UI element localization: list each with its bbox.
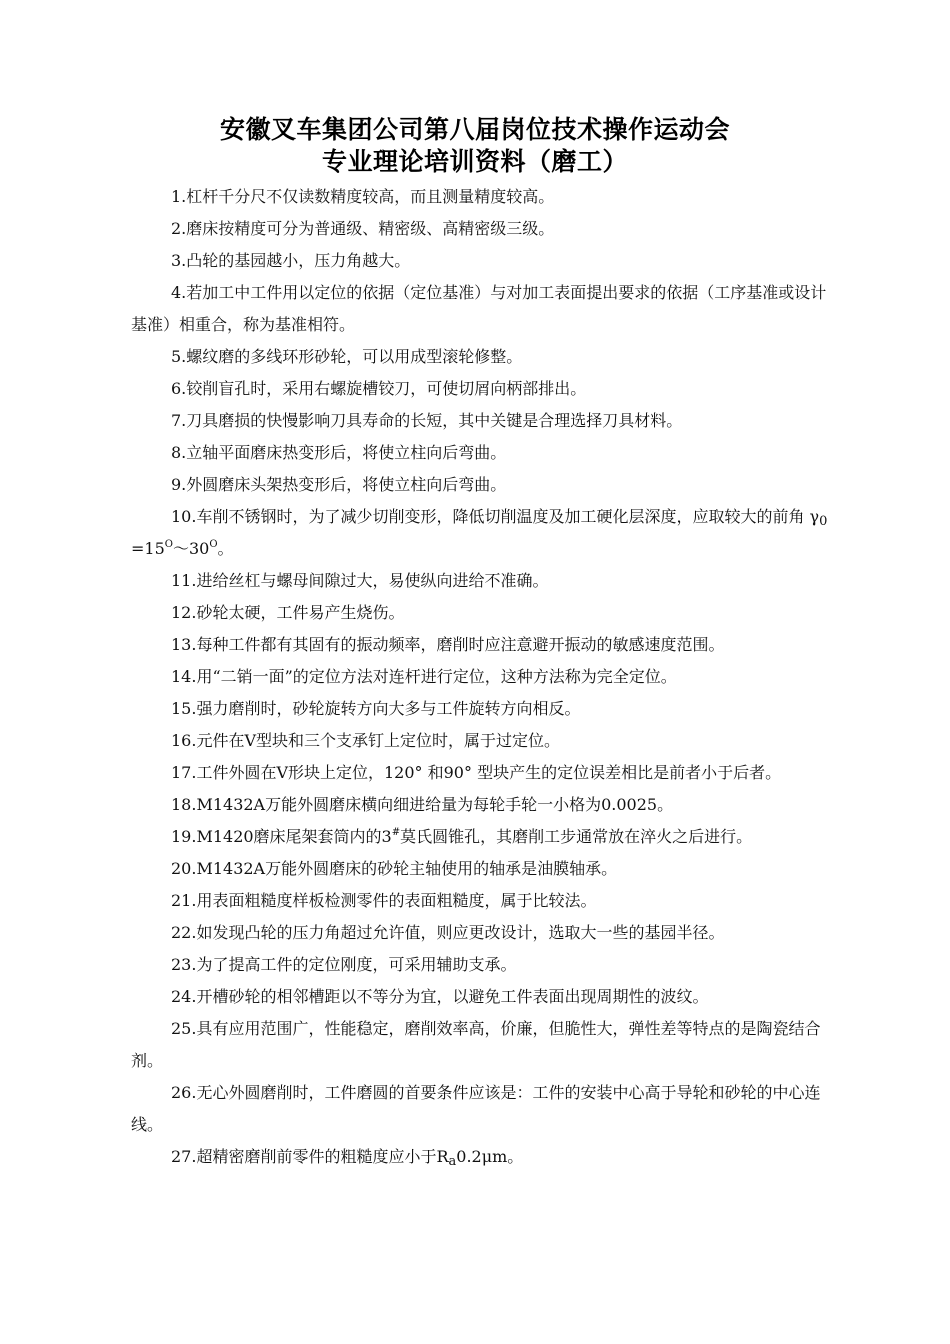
gamma-subscript: 0	[819, 514, 828, 529]
list-item: 22.如发现凸轮的压力角超过允许值，则应更改设计，选取大一些的基园半径。	[171, 923, 725, 942]
list-item: 18.M1432A万能外圆磨床横向细进给量为每轮手轮一小格为0.0025。	[171, 795, 674, 814]
list-item: 26.无心外圆磨削时，工件磨圆的首要条件应该是：工件的安装中心高于导轮和砂轮的中心连线。	[131, 1083, 821, 1134]
title-line-1: 安徽叉车集团公司第八届岗位技术操作运动会	[219, 115, 730, 144]
list-item: 16.元件在V型块和三个支承钉上定位时，属于过定位。	[171, 731, 561, 750]
list-item: 2.磨床按精度可分为普通级、精密级、高精密级三级。	[171, 219, 555, 238]
degree-mark-1: O	[164, 539, 173, 550]
list-item-27	[131, 1141, 836, 1173]
roughness-subscript: a	[448, 1154, 457, 1169]
degree-mark-2: O	[209, 539, 218, 550]
list-item: 8.立轴平面磨床热变形后，将使立柱向后弯曲。	[171, 443, 507, 462]
item-10-text: 10.车削不锈钢时，为了减少切削变形，降低切削温度及加工硬化层深度，应取较大的前角	[171, 507, 805, 526]
list-item: 17.工件外圆在V形块上定位，120° 和90° 型块产生的定位误差相比是前者小于后者。	[171, 763, 782, 782]
list-item: 24.开槽砂轮的相邻槽距以不等分为宜，以避免工件表面出现周期性的波纹。	[171, 987, 709, 1006]
list-item: 15.强力磨削时，砂轮旋转方向大多与工件旋转方向相反。	[171, 699, 581, 718]
list-item: 9.外圆磨床头架热变形后，将使立柱向后弯曲。	[171, 475, 507, 494]
angle-end: ～30	[172, 539, 210, 558]
list-item: 6.铰削盲孔时，采用右螺旋槽铰刀，可使切屑向柄部排出。	[171, 379, 587, 398]
item-19-text: 19.M1420磨床尾架套筒内的3	[171, 827, 392, 846]
list-item-19	[131, 821, 836, 853]
list-item: 23.为了提高工件的定位刚度，可采用辅助支承。	[171, 955, 517, 974]
list-item: 12.砂轮太硬，工件易产生烧伤。	[171, 603, 405, 622]
gamma-symbol: γ	[809, 507, 820, 526]
list-item: 5.螺纹磨的多线环形砂轮，可以用成型滚轮修整。	[171, 347, 523, 366]
list-item: 14.用“二销一面”的定位方法对连杆进行定位，这种方法称为完全定位。	[171, 667, 677, 686]
list-item: 21.用表面粗糙度样板检测零件的表面粗糙度，属于比较法。	[171, 891, 597, 910]
roughness-symbol: R	[436, 1147, 449, 1166]
angle-start: =15	[131, 539, 165, 558]
item-19-rest: 莫氏圆锥孔，其磨削工步通常放在淬火之后进行。	[400, 827, 753, 846]
document-body	[131, 181, 836, 1173]
roughness-value: 0.2μm。	[456, 1147, 524, 1166]
title-line-2: 专业理论培训资料（磨工）	[321, 147, 628, 176]
list-item: 25.具有应用范围广，性能稳定，磨削效率高，价廉，但脆性大，弹性差等特点的是陶瓷结合剂。	[131, 1019, 821, 1070]
item-10-end: 。	[217, 539, 234, 558]
list-item: 20.M1432A万能外圆磨床的砂轮主轴使用的轴承是油膜轴承。	[171, 859, 618, 878]
document-title	[0, 114, 950, 178]
item-27-text: 27.超精密磨削前零件的粗糙度应小于	[171, 1147, 437, 1166]
list-item: 3.凸轮的基园越小，压力角越大。	[171, 251, 411, 270]
list-item: 7.刀具磨损的快慢影响刀具寿命的长短，其中关键是合理选择刀具材料。	[171, 411, 683, 430]
list-item: 13.每种工件都有其固有的振动频率，磨削时应注意避开振动的敏感速度范围。	[171, 635, 725, 654]
list-item: 11.进给丝杠与螺母间隙过大，易使纵向进给不准确。	[171, 571, 549, 590]
list-item-10	[131, 501, 836, 565]
hash-superscript: #	[391, 827, 401, 838]
list-item: 4.若加工中工件用以定位的依据（定位基准）与对加工表面提出要求的依据（工序基准或设计基准）相重合，称为基准相符。	[131, 283, 827, 334]
list-item: 1.杠杆千分尺不仅读数精度较高，而且测量精度较高。	[171, 187, 555, 206]
